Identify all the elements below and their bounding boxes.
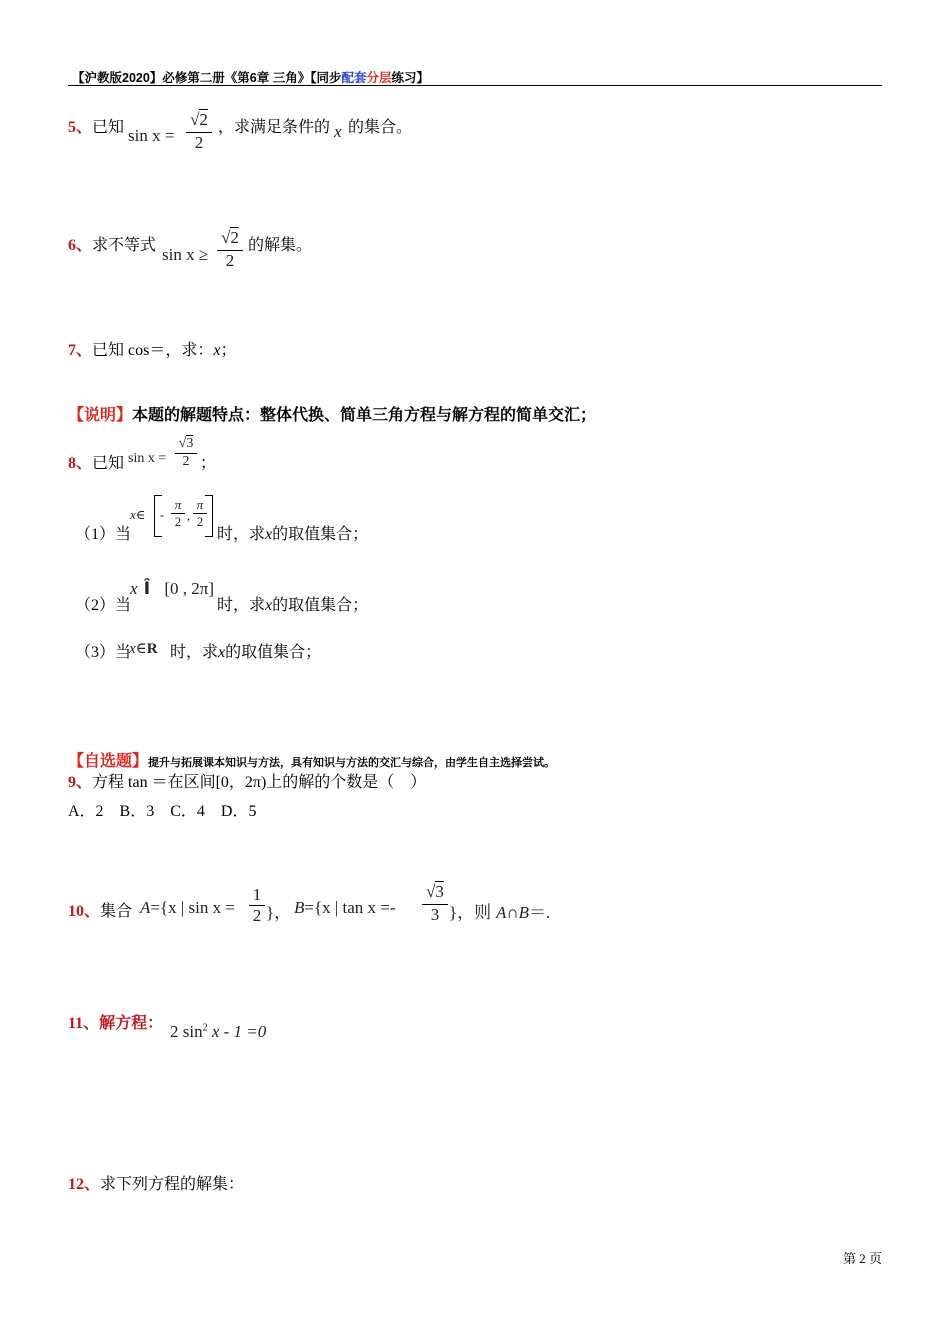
q6-root: 2 — [230, 228, 239, 247]
header-title: 【沪教版2020】必修第二册《第6章 三角》【同步 — [72, 71, 342, 85]
question-sep: 、 — [76, 774, 93, 791]
question-text: 求下列方程的解集： — [100, 1176, 245, 1193]
q8-part1-post-text: 时，求 — [217, 526, 266, 543]
q8-part2-post2: 的取值集合； — [272, 597, 369, 614]
question-sep: 、 — [83, 1015, 100, 1032]
optional-line — [68, 748, 555, 771]
question-sep: 、 — [76, 119, 93, 136]
q10-fracB — [422, 882, 448, 925]
question-text: 解方程： — [99, 1015, 164, 1032]
q5-post: ，求满足条件的 — [218, 119, 331, 136]
header-title-end: 练习】 — [391, 71, 430, 85]
question-sep: 、 — [76, 237, 93, 254]
q8-part2-x: x — [130, 579, 138, 598]
question-number: 8 — [68, 455, 76, 472]
q10-setA-expr: ={x | sin x = — [150, 898, 235, 917]
q10-blank: . — [546, 903, 551, 922]
question-9 — [68, 769, 426, 792]
question-text: 已知 — [92, 455, 125, 472]
q5-denominator: 2 — [194, 133, 204, 152]
note-bracket: 【说明】 — [68, 407, 133, 424]
question-sep: 、 — [84, 903, 101, 920]
q8-part1-pi-a: π — [171, 497, 185, 514]
q8-part1-comma: , — [187, 508, 191, 523]
page-number: 第 2 页 — [842, 1251, 882, 1266]
q7-end: ； — [220, 342, 237, 359]
question-sep: 、 — [84, 1176, 101, 1193]
q8-part3-post — [170, 639, 321, 662]
q8-root: 3 — [186, 436, 194, 451]
question-number: 6 — [68, 237, 76, 254]
q6-expr: sin x ≥ — [162, 245, 209, 264]
q8-end: ； — [200, 455, 217, 472]
q8-part3-expr — [129, 639, 158, 658]
q8-part1-post2: 的取值集合； — [272, 526, 369, 543]
q8-part1-right-bracket — [205, 495, 213, 537]
q10-eq: ＝ — [529, 903, 547, 922]
q5-var: x — [334, 122, 342, 141]
question-10 — [68, 898, 132, 921]
q5-fraction — [186, 110, 212, 153]
question-number: 5 — [68, 119, 76, 136]
question-number: 12 — [68, 1176, 84, 1193]
header-divider — [68, 85, 882, 86]
q8-part2-post — [217, 592, 368, 615]
question-text: 已知 — [92, 119, 125, 136]
q5-expr: sin x = — [128, 126, 175, 145]
q8-part3-label: （3）当 — [75, 644, 132, 661]
q8-part1-var — [130, 507, 145, 523]
q11-expr-a: 2 sin — [170, 1022, 203, 1041]
q6-fraction — [217, 228, 243, 271]
question-text: 已知 cos＝，求： — [92, 342, 214, 359]
q10-AcapB: A∩B — [496, 903, 530, 922]
q10-closeA: }， — [266, 903, 292, 922]
question-12 — [68, 1171, 244, 1194]
q11-expr-b: x - 1 =0 — [211, 1022, 267, 1041]
header-red-text: 分层 — [366, 71, 392, 85]
q8-part2-expr — [130, 579, 214, 599]
q8-part1-two-b: 2 — [196, 514, 204, 529]
q11-equation — [170, 1022, 266, 1042]
q8-part3-post-text: 时，求 — [170, 644, 219, 661]
question-sep: 、 — [76, 342, 93, 359]
q6-denominator: 2 — [225, 251, 235, 270]
q10-A: A — [140, 898, 151, 917]
q8-part3-xv: x — [218, 644, 226, 661]
note-text: 本题的解题特点：整体代换、简单三角方程与解方程的简单交汇； — [132, 407, 597, 424]
q8-part1-neg: - — [160, 507, 165, 522]
q8-part1-frac-a — [171, 497, 185, 530]
header-blue-text: 配套 — [341, 71, 367, 85]
q8-part1-two-a: 2 — [174, 514, 182, 529]
q8-fraction — [175, 436, 197, 470]
q8-part1-label: （1）当 — [75, 526, 132, 543]
q10-setB — [294, 898, 396, 918]
q8-part1-in: ∈ — [135, 507, 146, 522]
question-number: 11 — [68, 1015, 84, 1032]
q8-part3-x: x∈ — [129, 641, 147, 657]
q10-fracA — [249, 885, 265, 926]
question-8 — [68, 450, 124, 473]
question-sep: 、 — [76, 455, 93, 472]
q10-setB-expr: ={x | tan x =- — [304, 898, 396, 917]
optional-bracket: 【自选题】 — [68, 753, 149, 770]
question-text: 方程 tan ＝在区间[0，2π)上的解的个数是（ ） — [92, 774, 427, 791]
note-line — [68, 402, 596, 425]
question-11 — [68, 1010, 163, 1033]
q10-result — [496, 898, 550, 923]
q5-post2: 的集合。 — [348, 119, 413, 136]
q8-part1-post — [217, 521, 368, 544]
q5-root: 2 — [199, 110, 208, 129]
q8-part1-xv: x — [265, 526, 273, 543]
q10-setA — [140, 898, 235, 918]
q10-closeB: }，则 — [449, 903, 492, 922]
q8-part2-xv: x — [265, 597, 273, 614]
q8-part2-sym: Î — [143, 579, 151, 599]
question-number: 9 — [68, 774, 76, 791]
q10-rootB: 3 — [435, 882, 444, 901]
question-text: 求不等式 — [92, 237, 157, 254]
q6-post: 的解集。 — [248, 237, 313, 254]
q8-part3-post2: 的取值集合； — [225, 644, 322, 661]
q8-part2-label: （2）当 — [75, 597, 132, 614]
q9-options: A．2 B．3 C．4 D．5 — [68, 803, 257, 820]
question-7 — [68, 337, 236, 360]
optional-text: 提升与拓展课本知识与方法，具有知识与方法的交汇与综合，由学生自主选择尝试。 — [148, 757, 556, 769]
q6-numerator: √2 — [217, 228, 243, 251]
q8-denominator: 2 — [182, 454, 190, 469]
q10-numA: 1 — [249, 885, 265, 906]
q5-numerator: √2 — [186, 110, 212, 133]
q10-B: B — [294, 898, 305, 917]
question-text: 集合 — [100, 903, 133, 920]
q8-part1-pi-b: π — [193, 497, 207, 514]
question-5 — [68, 114, 124, 137]
q11-sup: 2 — [202, 1022, 208, 1034]
question-number: 7 — [68, 342, 76, 359]
question-6 — [68, 232, 156, 255]
q7-var: x — [213, 342, 221, 359]
q8-part2-post-text: 时，求 — [217, 597, 266, 614]
q10-denA: 2 — [252, 906, 262, 925]
q8-part1-x: x — [130, 507, 136, 522]
page-header — [72, 68, 429, 86]
question-number: 10 — [68, 903, 84, 920]
q8-expr: sin x = — [128, 451, 167, 466]
q10-numB: √3 — [422, 882, 448, 905]
q8-part3-R: R — [146, 641, 158, 657]
q8-numerator: √3 — [175, 436, 197, 454]
q8-part2-interval: [0 , 2π] — [164, 579, 215, 598]
q10-denB: 3 — [430, 905, 440, 924]
